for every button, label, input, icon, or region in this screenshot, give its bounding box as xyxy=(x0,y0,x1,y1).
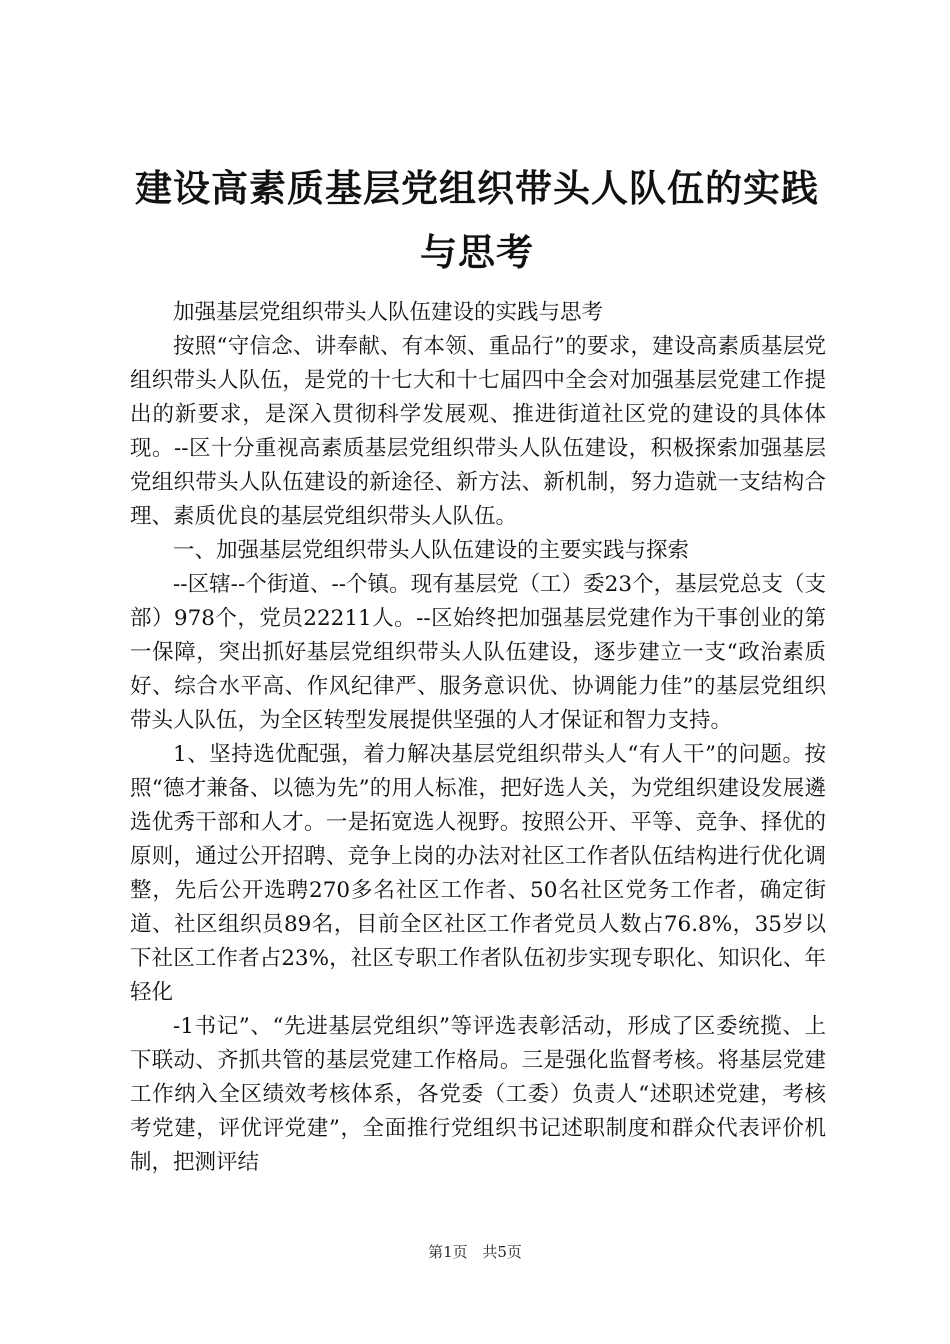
page-number-total: 共5页 xyxy=(482,1243,522,1261)
document-title: 建设高素质基层党组织带头人队伍的实践与思考 xyxy=(135,166,819,274)
document-body xyxy=(130,296,826,1180)
paragraph-point-1: 1、坚持选优配强，着力解决基层党组织带头人“有人干”的问题。按照“德才兼备、以德为先”的用人标准，把好选人关，为党组织建设发展遴选优秀干部和人才。一是拓宽选人视野。按照公开、平等、竞争、择优的原则，通过公开招聘、竞争上岗的办法对社区工作者队伍结构进行优化调整，先后公开选聘270多名社区工作者、50名社区党务工作者，确定街道、社区组织员89名，目前全区社区工作者党员人数占76.8%，35岁以下社区工作者占23%，社区专职工作者队伍初步实现专职化、知识化、年轻化 xyxy=(130,742,826,1005)
section-heading: 一、加强基层党组织带头人队伍建设的主要实践与探索 xyxy=(173,538,690,563)
paragraph-intro: 按照“守信念、讲奉献、有本领、重品行”的要求，建设高素质基层党组织带头人队伍，是党的十七大和十七届四中全会对加强基层党建工作提出的新要求，是深入贯彻科学发展观、推进街道社区党的建设的具体体现。--区十分重视高素质基层党组织带头人队伍建设，积极探索加强基层党组织带头人队伍建设的新途径、新方法、新机制，努力造就一支结构合理、素质优良的基层党组织带头人队伍。 xyxy=(130,334,826,529)
paragraph-subtitle: 加强基层党组织带头人队伍建设的实践与思考 xyxy=(173,300,604,325)
page-footer xyxy=(0,1242,950,1262)
paragraph-overview: --区辖--个街道、--个镇。现有基层党（工）委23个，基层党总支（支部）978个，党员22211人。--区始终把加强基层党建作为干事创业的第一保障，突出抓好基层党组织带头人队伍建设，逐步建立一支“政治素质好、综合水平高、作风纪律严、服务意识优、协调能力佳”的基层党组织带头人队伍，为全区转型发展提供坚强的人才保证和智力支持。 xyxy=(130,572,826,733)
paragraph-continuation: -1书记”、“先进基层党组织”等评选表彰活动，形成了区委统揽、上下联动、齐抓共管的基层党建工作格局。三是强化监督考核。将基层党建工作纳入全区绩效考核体系，各党委（工委）负责人“述职述党建，考核考党建，评优评党建”，全面推行党组织书记述职制度和群众代表评价机制，把测评结 xyxy=(130,1014,826,1175)
page-number-current: 第1页 xyxy=(428,1243,468,1261)
